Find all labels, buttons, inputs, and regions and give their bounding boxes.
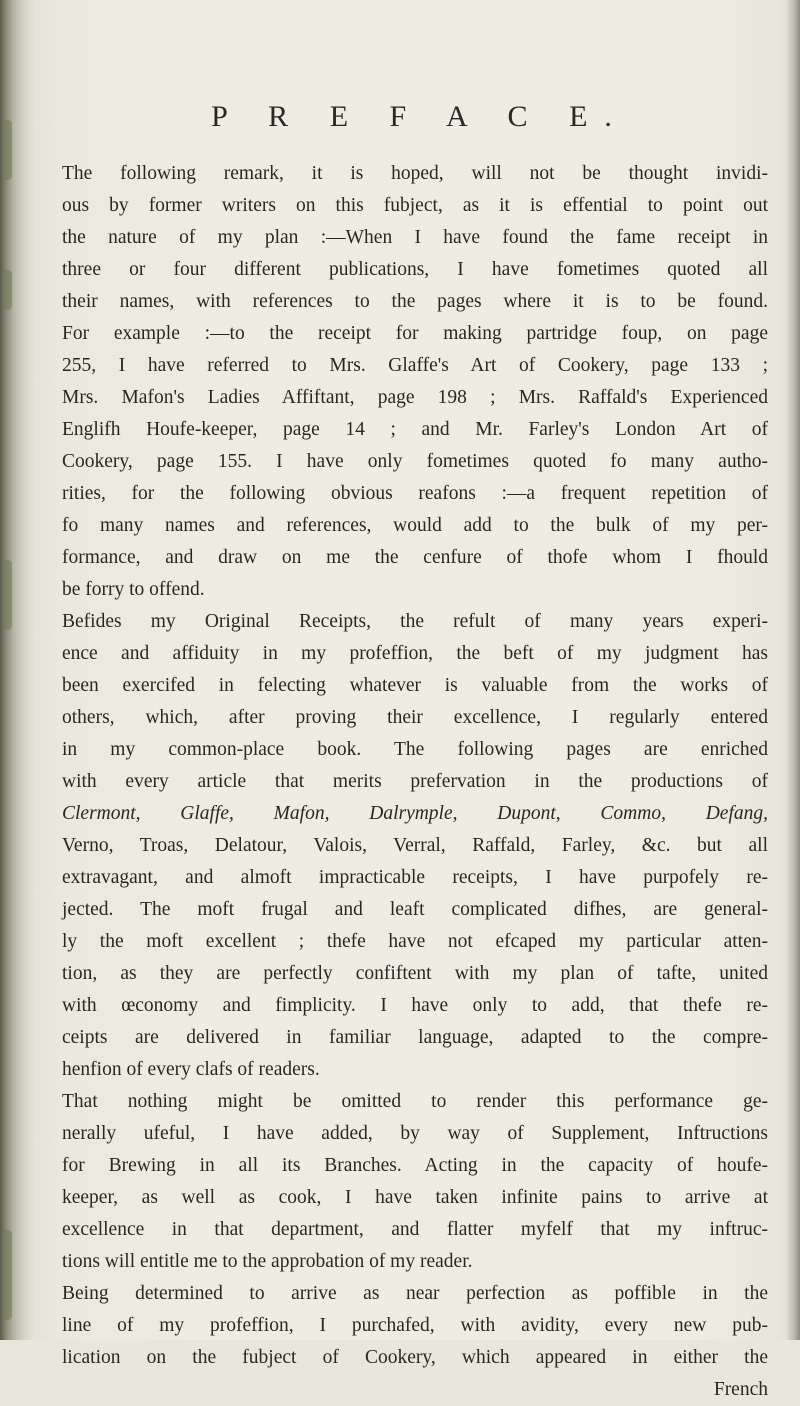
text-line: formance, and draw on me the cenfure of thofe whom I fhould (62, 547, 768, 568)
text-line: with every article that merits prefervation in the productions of (62, 771, 768, 792)
text-line: ceipts are delivered in familiar language, adapted to the compre- (62, 1027, 768, 1048)
text-line: tions will entitle me to the approbation of my reader. (62, 1251, 473, 1272)
text-line: Clermont, Glaffe, Mafon, Dalrymple, Dupont, Commo, Defang, (62, 803, 768, 824)
text-line: three or four different publications, I have fometimes quoted all (62, 259, 768, 280)
text-line: Mrs. Mafon's Ladies Affiftant, page 198 ; Mrs. Raffald's Experienced (62, 387, 768, 408)
text-line: nerally ufeful, I have added, by way of Supplement, Inftructions (62, 1123, 768, 1144)
text-line: Cookery, page 155. I have only fometimes quoted fo many autho- (62, 451, 768, 472)
text-line: the nature of my plan :—When I have found the fame receipt in (62, 227, 768, 248)
text-line: 255, I have referred to Mrs. Glaffe's Art of Cookery, page 133 ; (62, 355, 768, 376)
text-line: keeper, as well as cook, I have taken infinite pains to arrive at (62, 1187, 768, 1208)
text-line: line of my profeffion, I purchafed, with avidity, every new pub- (62, 1315, 768, 1336)
text-line: tion, as they are perfectly confiftent with my plan of tafte, united (62, 963, 768, 984)
text-line: For example :—to the receipt for making partridge foup, on page (62, 323, 768, 344)
text-line: The following remark, it is hoped, will not be thought invidi- (62, 163, 768, 184)
page-edge-shadow (786, 0, 800, 1340)
text-line: Befides my Original Receipts, the refult of many years experi- (62, 611, 768, 632)
stain-mark (2, 1230, 12, 1320)
stain-mark (2, 270, 12, 310)
text-line: jected. The moft frugal and leaft complicated difhes, are general- (62, 899, 768, 920)
text-line: ous by former writers on this fubject, as it is effential to point out (62, 195, 768, 216)
text-line: in my common-place book. The following pages are enriched (62, 739, 768, 760)
text-line: ly the moft excellent ; thefe have not efcaped my particular atten- (62, 931, 768, 952)
text-line: Englifh Houfe-keeper, page 14 ; and Mr. Farley's London Art of (62, 419, 768, 440)
text-line: their names, with references to the pages where it is to be found. (62, 291, 768, 312)
text-line: henfion of every clafs of readers. (62, 1059, 320, 1080)
text-line: Verno, Troas, Delatour, Valois, Verral, Raffald, Farley, &c. but all (62, 835, 768, 856)
text-line: be forry to offend. (62, 579, 205, 600)
text-line: rities, for the following obvious reafons :—a frequent repetition of (62, 483, 768, 504)
page-binding-shadow (0, 0, 34, 1340)
preface-body (62, 158, 768, 1406)
text-line: for Brewing in all its Branches. Acting in the capacity of houfe- (62, 1155, 768, 1176)
page-heading: P R E F A C E. (211, 100, 629, 133)
text-line: extravagant, and almoft impracticable receipts, I have purpofely re- (62, 867, 768, 888)
text-line: That nothing might be omitted to render this performance ge- (62, 1091, 768, 1112)
text-line: been exercifed in felecting whatever is valuable from the works of (62, 675, 768, 696)
text-line: fo many names and references, would add to the bulk of my per- (62, 515, 768, 536)
text-line: with œconomy and fimplicity. I have only to add, that thefe re- (62, 995, 768, 1016)
text-line: Being determined to arrive as near perfection as poffible in the (62, 1283, 768, 1304)
text-line: others, which, after proving their excellence, I regularly entered (62, 707, 768, 728)
catchword: French (713, 1379, 768, 1400)
text-line: excellence in that department, and flatter myfelf that my inftruc- (62, 1219, 768, 1240)
text-line: ence and affiduity in my profeffion, the beft of my judgment has (62, 643, 768, 664)
stain-mark (2, 560, 12, 630)
text-line: lication on the fubject of Cookery, which appeared in either the (62, 1347, 768, 1368)
